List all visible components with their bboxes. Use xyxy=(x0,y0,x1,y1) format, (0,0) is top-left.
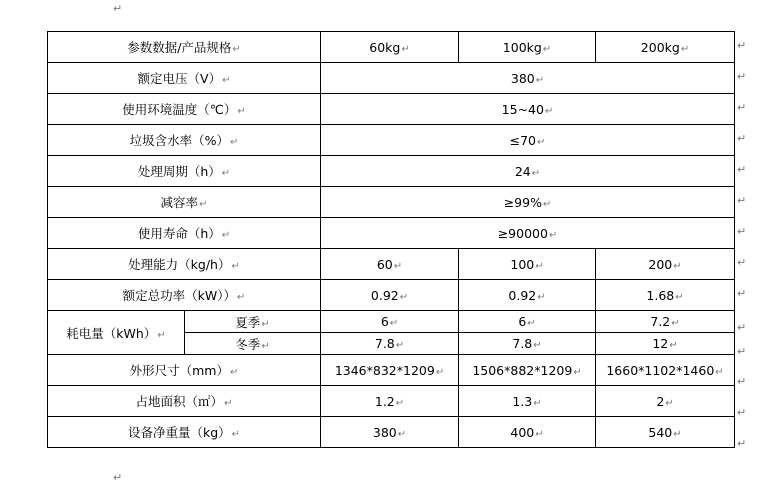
row-label: 垃圾含水率（%）↵ xyxy=(48,125,321,156)
row-end-mark: ↵ xyxy=(737,321,747,334)
cell-200kg: 12↵ xyxy=(596,333,735,355)
cell-100kg: 100↵ xyxy=(459,249,596,280)
merged-value: 15~40↵ xyxy=(321,94,735,125)
row-end-mark: ↵ xyxy=(737,375,747,388)
cell-200kg: 200↵ xyxy=(596,249,735,280)
cell-60kg: 1346*832*1209↵ xyxy=(321,355,459,386)
table-row xyxy=(48,94,735,125)
col-header-100kg: 100kg↵ xyxy=(459,32,596,63)
row-end-mark: ↵ xyxy=(737,345,747,358)
cell-100kg: 1.3↵ xyxy=(459,386,596,417)
row-end-mark: ↵ xyxy=(737,101,747,114)
col-header-200kg: 200kg↵ xyxy=(596,32,735,63)
cell-60kg: 7.8↵ xyxy=(321,333,459,355)
summer-label: 夏季↵ xyxy=(185,311,321,333)
table-row xyxy=(48,249,735,280)
row-end-mark: ↵ xyxy=(737,132,747,145)
cell-100kg: 400↵ xyxy=(459,417,596,448)
merged-value: ≥99%↵ xyxy=(321,187,735,218)
table-row xyxy=(48,156,735,187)
row-label: 使用寿命（h）↵ xyxy=(48,218,321,249)
row-label: 使用环境温度（℃）↵ xyxy=(48,94,321,125)
table-row xyxy=(48,355,735,386)
cell-60kg: 0.92↵ xyxy=(321,280,459,311)
cell-200kg: 540↵ xyxy=(596,417,735,448)
row-label: 占地面积（㎡）↵ xyxy=(48,386,321,417)
merged-value: ≤70↵ xyxy=(321,125,735,156)
col-header-60kg: 60kg↵ xyxy=(321,32,459,63)
table-row xyxy=(48,386,735,417)
row-end-mark: ↵ xyxy=(737,163,747,176)
cell-60kg: 6↵ xyxy=(321,311,459,333)
row-label: 处理周期（h）↵ xyxy=(48,156,321,187)
row-end-mark: ↵ xyxy=(737,406,747,419)
row-end-mark: ↵ xyxy=(737,39,747,52)
row-end-mark: ↵ xyxy=(737,287,747,300)
merged-value: ≥90000↵ xyxy=(321,218,735,249)
row-end-mark: ↵ xyxy=(737,194,747,207)
param-header: 参数数据/产品规格↵ xyxy=(48,32,321,63)
table-row xyxy=(48,63,735,94)
row-label: 额定电压（V）↵ xyxy=(48,63,321,94)
cell-100kg: 6↵ xyxy=(459,311,596,333)
cell-60kg: 380↵ xyxy=(321,417,459,448)
row-end-mark: ↵ xyxy=(737,70,747,83)
cell-100kg: 1506*882*1209↵ xyxy=(459,355,596,386)
energy-label: 耗电量（kWh）↵ xyxy=(48,311,185,355)
merged-value: 380↵ xyxy=(321,63,735,94)
cell-100kg: 0.92↵ xyxy=(459,280,596,311)
row-label: 设备净重量（kg）↵ xyxy=(48,417,321,448)
cell-60kg: 1.2↵ xyxy=(321,386,459,417)
paragraph-mark: ↵ xyxy=(113,471,123,484)
header-row xyxy=(48,32,735,63)
cell-100kg: 7.8↵ xyxy=(459,333,596,355)
winter-label: 冬季↵ xyxy=(185,333,321,355)
table-row xyxy=(48,187,735,218)
row-end-mark: ↵ xyxy=(737,437,747,450)
spec-table xyxy=(47,31,735,448)
row-end-mark: ↵ xyxy=(737,225,747,238)
cell-200kg: 1.68↵ xyxy=(596,280,735,311)
table-row xyxy=(48,417,735,448)
row-end-mark: ↵ xyxy=(737,256,747,269)
row-label: 处理能力（kg/h）↵ xyxy=(48,249,321,280)
cell-200kg: 7.2↵ xyxy=(596,311,735,333)
cell-200kg: 2↵ xyxy=(596,386,735,417)
paragraph-mark: ↵ xyxy=(113,2,123,15)
table-row xyxy=(48,218,735,249)
table-row xyxy=(48,280,735,311)
row-label: 额定总功率（kW））↵ xyxy=(48,280,321,311)
merged-value: 24↵ xyxy=(321,156,735,187)
table-row xyxy=(48,125,735,156)
table-row xyxy=(48,311,735,333)
cell-200kg: 1660*1102*1460↵ xyxy=(596,355,735,386)
row-label: 减容率↵ xyxy=(48,187,321,218)
row-label: 外形尺寸（mm）↵ xyxy=(48,355,321,386)
cell-60kg: 60↵ xyxy=(321,249,459,280)
